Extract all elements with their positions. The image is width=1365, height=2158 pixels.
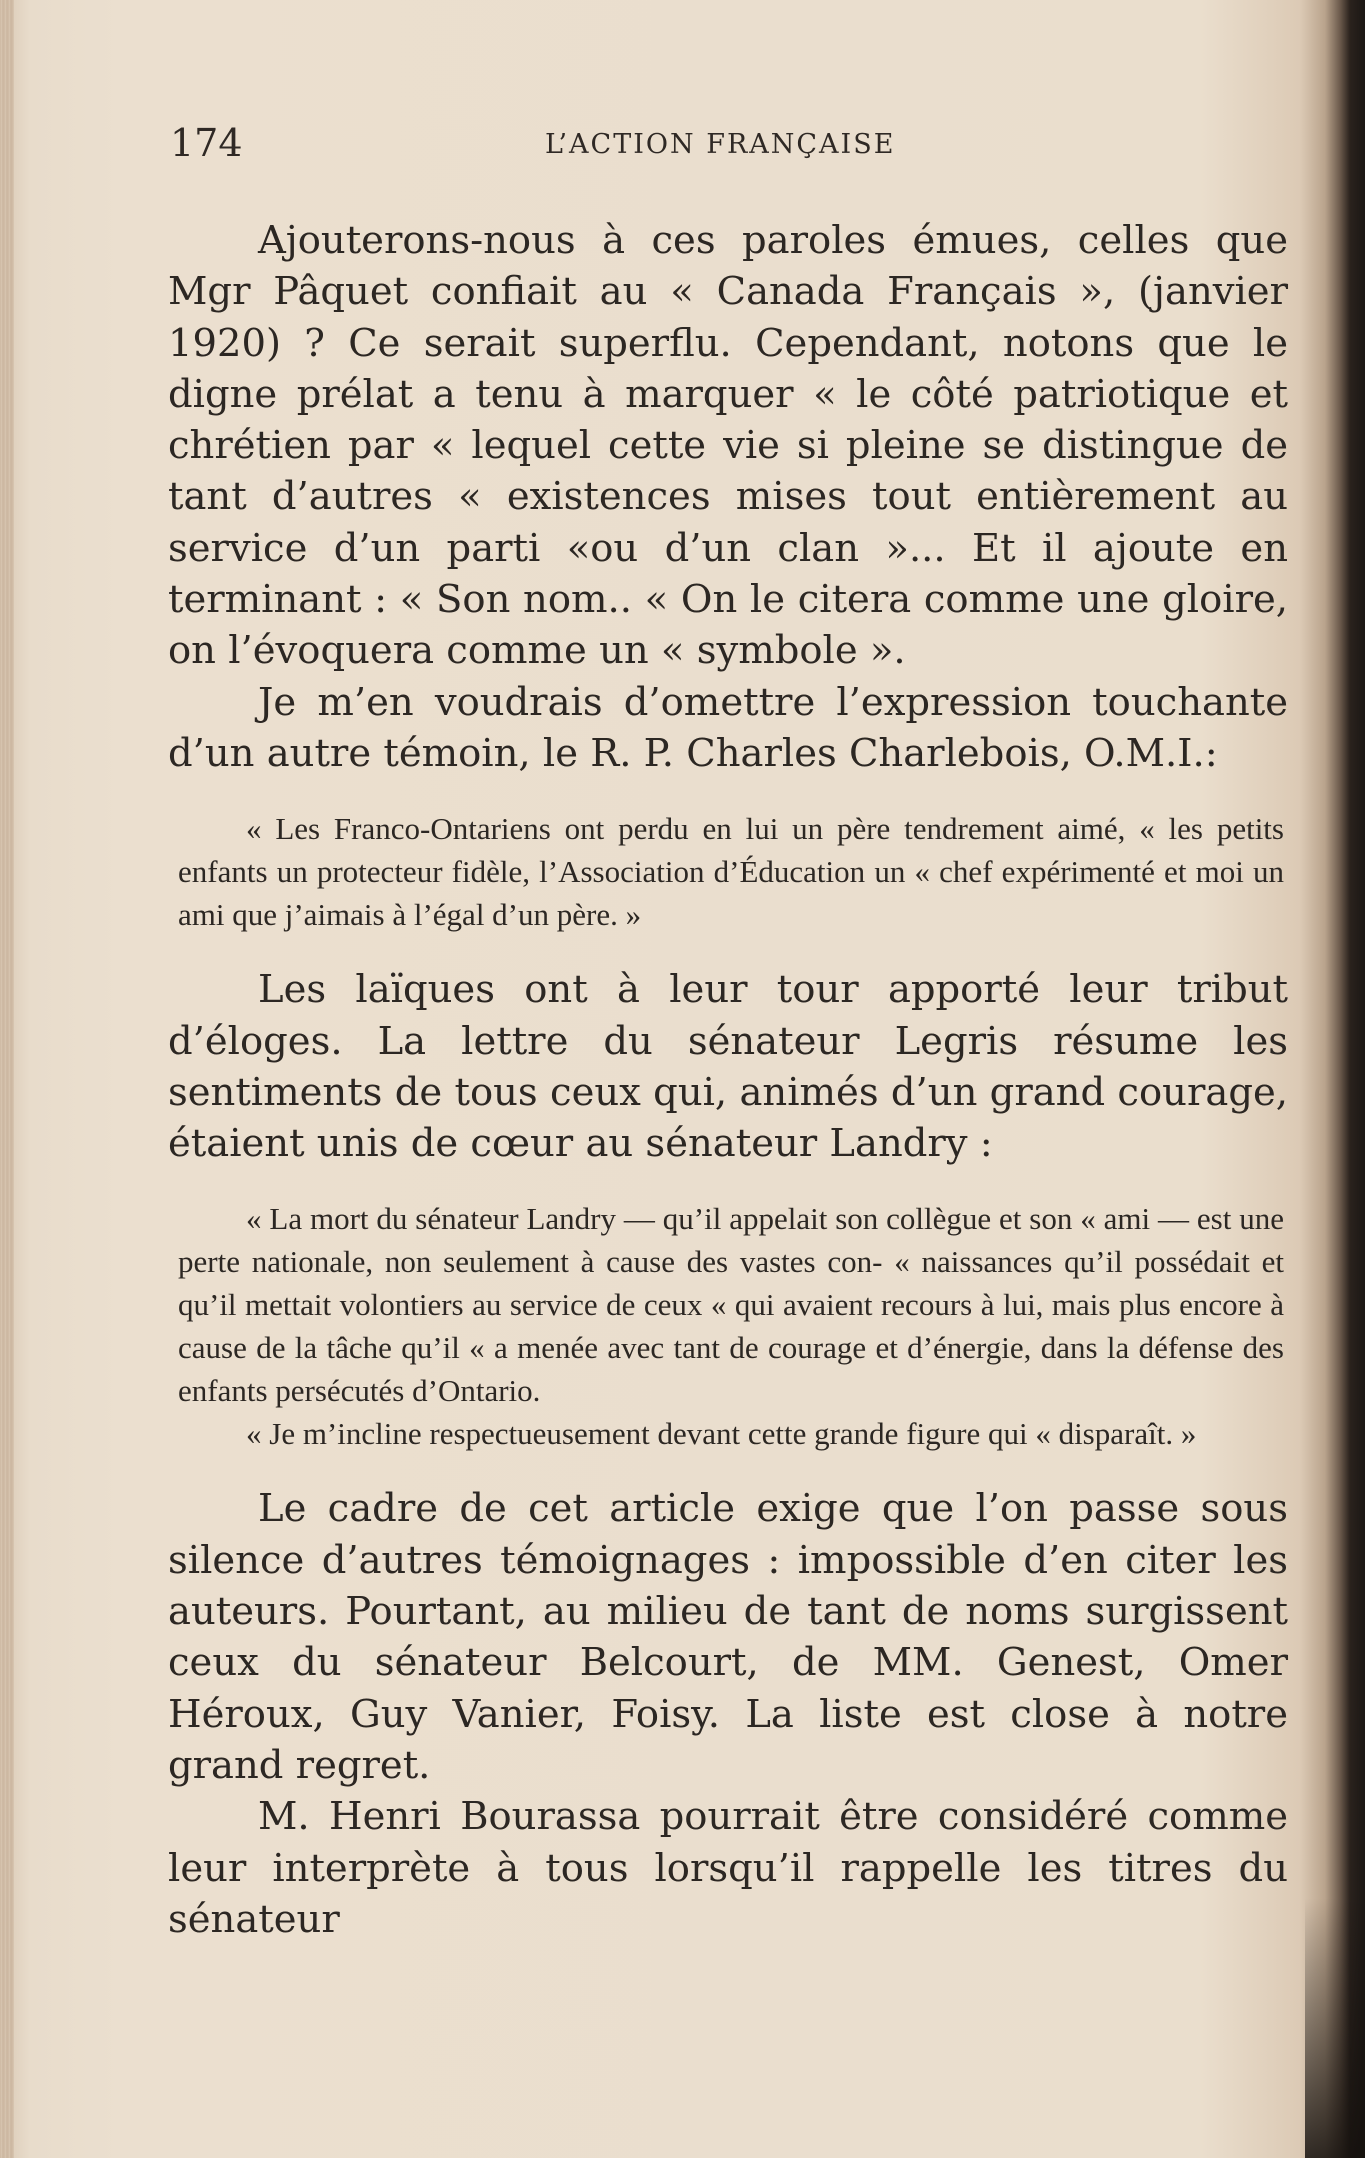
running-head: L’ACTION FRANÇAISE xyxy=(545,129,896,160)
paragraph: M. Henri Bourassa pourrait être considéré comme leur interprète à tous lorsqu’il rappelle les titres du sénateur xyxy=(168,1794,1288,1942)
page-body xyxy=(168,215,1288,1945)
paragraph: Ajouterons-nous à ces paroles émues, celles que Mgr Pâquet confiait au « Canada Français », (janvier 1920) ? Ce serait superflu. Cependant, notons que le digne prélat a tenu à marquer « le côté patriotique et chrétien par « lequel cette vie si pleine se distingue de tant d’autres « existences mises tout entièrement au service d’un parti «ou d’un clan »... Et il ajoute en terminant : « Son nom.. « On le citera comme une gloire, on l’évoquera comme un « symbole ». xyxy=(168,218,1288,674)
paragraph: Je m’en voudrais d’omettre l’expression touchante d’un autre témoin, le R. P. Charles Charlebois, O.M.I.: xyxy=(168,679,1288,776)
page-stack-edge xyxy=(0,0,14,2158)
block-quote: « Les Franco-Ontariens ont perdu en lui un père tendrement aimé, « les petits enfants un protecteur fidèle, l’Association d’Éducation un « chef expérimenté et moi un ami que j’aimais à l’égal d’un père. » xyxy=(178,811,1284,933)
paragraph: Les laïques ont à leur tour apporté leur tribut d’éloges. La lettre du sénateur Legris résume les sentiments de tous ceux qui, animés d’un grand courage, étaient unis de cœur au sénateur Landry : xyxy=(168,967,1288,1167)
page-header xyxy=(170,118,1290,168)
block-quote: « Je m’incline respectueusement devant cette grande figure qui « disparaît. » xyxy=(246,1416,1197,1452)
block-quote: « La mort du sénateur Landry — qu’il appelait son collègue et son « ami — est une perte nationale, non seulement à cause des vastes con- « naissances qu’il possédait et qu’il mettait volontiers au service de ceux « qui avaient recours à lui, mais plus encore à cause de la tâche qu’il « a menée avec tant de courage et d’énergie, dans la défense des enfants persécutés d’Ontario. xyxy=(178,1201,1284,1409)
binding-shadow xyxy=(1305,1898,1365,2158)
paragraph: Le cadre de cet article exige que l’on passe sous silence d’autres témoignages : impossible d’en citer les auteurs. Pourtant, au milieu de tant de noms surgissent ceux du sénateur Belcourt, de MM. Genest, Omer Héroux, Guy Vanier, Foisy. La liste est close à notre grand regret. xyxy=(168,1486,1288,1788)
page-number: 174 xyxy=(170,121,243,165)
